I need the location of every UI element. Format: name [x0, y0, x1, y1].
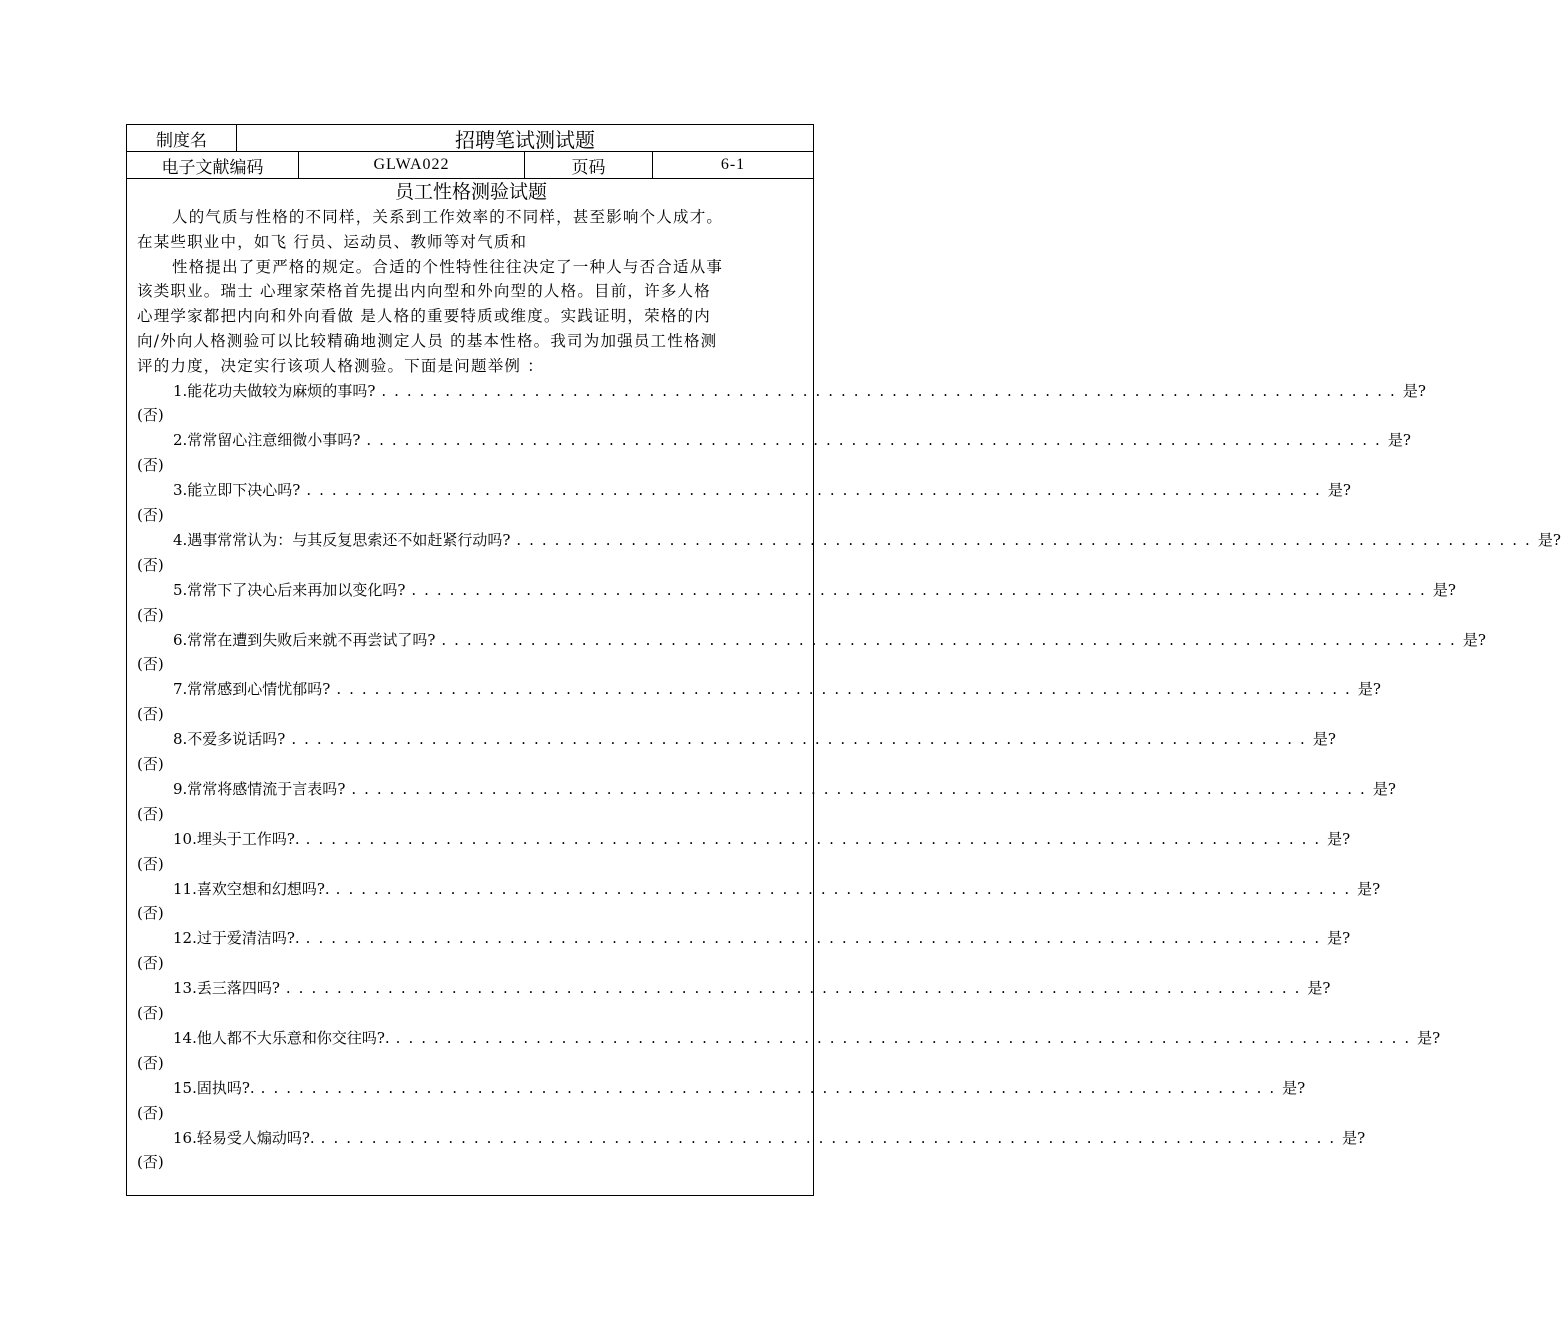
dot-leader: ................................................................................: [395, 1028, 1418, 1047]
answer-no: (否): [137, 755, 164, 774]
question-text: 10.埋头于工作吗?.: [173, 829, 300, 848]
question-item: [137, 578, 1456, 628]
dot-leader: ................................................................................: [336, 680, 1358, 699]
answer-yes: 是?: [1387, 431, 1411, 450]
answer-yes: 是?: [1282, 1078, 1306, 1097]
dot-leader: ................................................................................: [335, 879, 1358, 898]
question-text: 13.丢三落四吗?: [173, 979, 280, 998]
doc-code-value: GLWA022: [298, 152, 524, 178]
question-text: 7.常常感到心情忧郁吗?: [173, 680, 331, 699]
document-form: [126, 124, 1561, 1196]
question-text: 16.轻易受人煽动吗?.: [173, 1128, 315, 1147]
question-text: 6.常常在遭到失败后来就不再尝试了吗?: [173, 630, 436, 649]
doc-code-label: 电子文献编码: [161, 157, 264, 178]
question-item: [137, 1026, 1441, 1076]
intro-line: 该类职业。瑞士 心理家荣格首先提出内向型和外向型的人格。目前，许多人格: [137, 282, 711, 301]
dot-leader: ................................................................................: [411, 580, 1433, 599]
question-item: [137, 677, 1381, 727]
answer-yes: 是?: [1402, 381, 1426, 400]
answer-yes: 是?: [1312, 730, 1336, 749]
intro-line: 向/外向人格测验可以比较精确地测定人员 的基本性格。我司为加强员工性格测: [137, 331, 718, 350]
question-item: [137, 777, 1396, 827]
question-item: [137, 926, 1351, 976]
page-label: 页码: [524, 152, 652, 178]
question-item: [137, 1126, 1366, 1176]
intro-line: 人的气质与性格的不同样，关系到工作效率的不同样，甚至影响个人成才。: [172, 208, 724, 226]
dot-leader: ................................................................................: [291, 730, 1313, 749]
answer-yes: 是?: [1327, 929, 1351, 948]
question-item: [137, 628, 1486, 678]
answer-yes: 是?: [1307, 979, 1331, 998]
answer-yes: 是?: [1357, 879, 1381, 898]
intro-paragraph: [137, 205, 805, 379]
answer-yes: 是?: [1342, 1128, 1366, 1147]
question-text: 1.能花功夫做较为麻烦的事吗?: [173, 381, 376, 400]
question-text: 8.不爱多说话吗?: [173, 730, 286, 749]
answer-yes: 是?: [1327, 829, 1351, 848]
answer-no: (否): [137, 605, 164, 624]
answer-no: (否): [137, 804, 164, 823]
answer-yes: 是?: [1432, 580, 1456, 599]
question-item: [137, 976, 1331, 1026]
intro-line: 评的力度，决定实行该项人格测验。下面是问题举例 ：: [137, 356, 544, 375]
dot-leader: ................................................................................: [320, 1128, 1343, 1147]
answer-no: (否): [137, 705, 164, 724]
answer-no: (否): [137, 655, 164, 674]
dot-leader: ................................................................................: [305, 929, 1328, 948]
question-text: 3.能立即下决心吗?: [173, 481, 301, 500]
answer-yes: 是?: [1357, 680, 1381, 699]
question-item: [137, 877, 1381, 927]
dot-leader: ................................................................................: [381, 381, 1403, 400]
header-row-system: [127, 125, 813, 152]
answer-no: (否): [137, 1103, 164, 1122]
answer-no: (否): [137, 1153, 164, 1172]
dot-leader: ................................................................................: [351, 779, 1373, 798]
answer-no: (否): [137, 506, 164, 525]
intro-line: 性格提出了更严格的规定。合适的个性特性往往决定了一种人与否合适从事: [172, 257, 724, 276]
question-item: [137, 379, 1426, 429]
question-item: [137, 1076, 1306, 1126]
intro-line: 在某些职业中，如飞 行员、运动员、教师等对气质和: [137, 232, 528, 251]
question-item: [137, 478, 1351, 528]
answer-yes: 是?: [1537, 530, 1561, 549]
dot-leader: ................................................................................: [305, 829, 1328, 848]
answer-no: (否): [137, 854, 164, 873]
answer-no: (否): [137, 1053, 164, 1072]
page-value: 6-1: [652, 152, 813, 178]
question-list: [137, 379, 1561, 1176]
answer-no: (否): [137, 555, 164, 574]
question-item: [137, 727, 1336, 777]
question-text: 11.喜欢空想和幻想吗?.: [173, 879, 330, 898]
answer-yes: 是?: [1372, 779, 1396, 798]
dot-leader: ................................................................................: [516, 530, 1538, 549]
dot-leader: ................................................................................: [441, 630, 1463, 649]
test-content: [137, 179, 1561, 1175]
question-text: 5.常常下了决心后来再加以变化吗?: [173, 580, 406, 599]
answer-yes: 是?: [1417, 1028, 1441, 1047]
question-text: 4.遇事常常认为：与其反复思索还不如赶紧行动吗?: [173, 530, 511, 549]
dot-leader: ................................................................................: [366, 431, 1388, 450]
dot-leader: ................................................................................: [306, 481, 1328, 500]
test-title: 员工性格测验试题: [394, 181, 547, 203]
system-name-label: 制度名: [156, 130, 207, 151]
answer-yes: 是?: [1462, 630, 1486, 649]
answer-no: (否): [137, 1004, 164, 1023]
question-text: 14.他人都不大乐意和你交往吗?.: [173, 1028, 390, 1047]
dot-leader: ................................................................................: [285, 979, 1308, 998]
question-text: 2.常常留心注意细微小事吗?: [173, 431, 361, 450]
answer-no: (否): [137, 954, 164, 973]
dot-leader: ................................................................................: [260, 1078, 1283, 1097]
question-item: [137, 428, 1411, 478]
answer-no: (否): [137, 406, 164, 425]
question-text: 12.过于爱清洁吗?.: [173, 929, 300, 948]
question-text: 15.固执吗?.: [173, 1078, 255, 1097]
answer-no: (否): [137, 456, 164, 475]
intro-line: 心理学家都把内向和外向看做 是人格的重要特质或维度。实践证明，荣格的内: [137, 307, 711, 326]
answer-no: (否): [137, 904, 164, 923]
question-item: [137, 827, 1351, 877]
answer-yes: 是?: [1327, 481, 1351, 500]
system-name-value: 招聘笔试测试题: [236, 125, 813, 151]
question-text: 9.常常将感情流于言表吗?: [173, 779, 346, 798]
question-item: [137, 528, 1561, 578]
header-row-code: [127, 152, 813, 179]
